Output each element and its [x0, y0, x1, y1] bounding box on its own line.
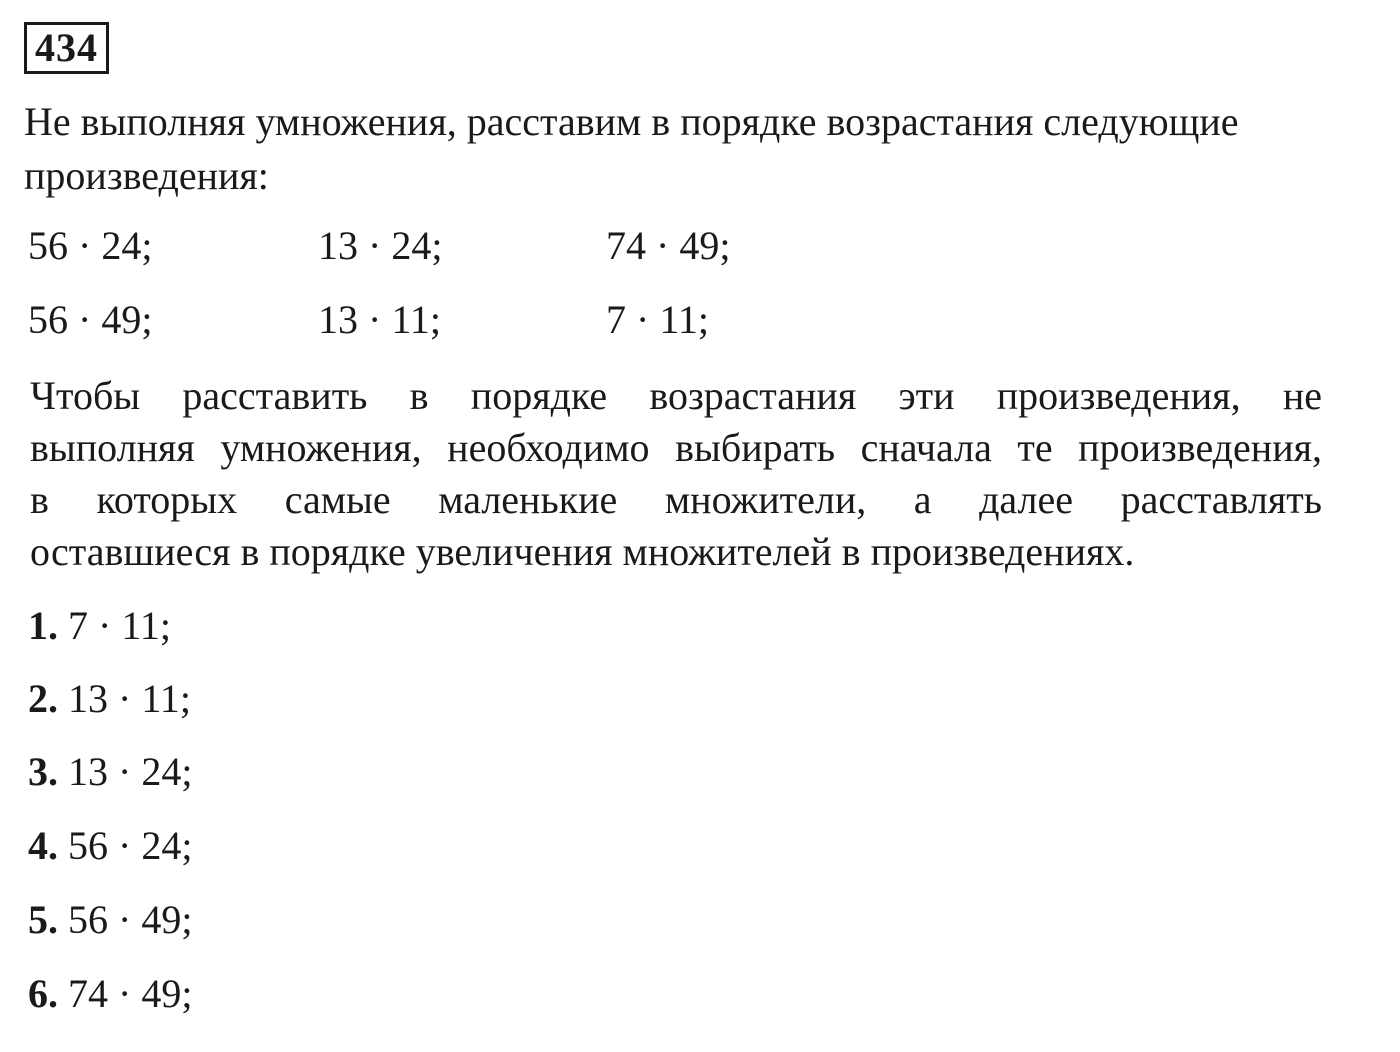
product-item: 56 · 49;: [28, 297, 153, 342]
answer-number: 4.: [28, 823, 58, 868]
answer-number: 6.: [28, 971, 58, 1016]
explanation-line: оставшиеся в порядке увеличения множителей в произведениях.: [30, 529, 1135, 574]
product-item: 56 · 24;: [28, 223, 153, 268]
explanation-paragraph: [30, 370, 1322, 578]
explanation-line: Чтобы расставить в порядке возрастания эти произведения, не: [30, 373, 1322, 418]
answer-item: [28, 968, 192, 1020]
intro-line-1: Не выполняя умножения, расставим в порядке возрастания следующие: [24, 99, 1239, 144]
answer-item: [28, 600, 171, 652]
answer-item: [28, 746, 192, 798]
product-item: 7 · 11;: [606, 297, 709, 342]
intro-line-2: произведения:: [24, 153, 269, 198]
answer-number: 3.: [28, 749, 58, 794]
explanation-line: выполняя умножения, необходимо выбирать сначала те произведения,: [30, 425, 1322, 470]
answer-item: [28, 820, 192, 872]
product-item: 74 · 49;: [606, 223, 731, 268]
explanation-line: в которых самые маленькие множители, а далее расставлять: [30, 477, 1322, 522]
answer-expression: 56 · 49;: [68, 897, 193, 942]
problem-number: 434: [24, 22, 109, 74]
answer-item: [28, 673, 191, 725]
answer-number: 5.: [28, 897, 58, 942]
product-item: 13 · 24;: [318, 223, 443, 268]
answer-number: 2.: [28, 676, 58, 721]
answer-number: 1.: [28, 603, 58, 648]
answer-expression: 74 · 49;: [68, 971, 193, 1016]
answer-item: [28, 894, 192, 946]
answer-expression: 13 · 11;: [68, 676, 191, 721]
answer-expression: 7 · 11;: [68, 603, 171, 648]
answer-expression: 56 · 24;: [68, 823, 193, 868]
product-item: 13 · 11;: [318, 297, 441, 342]
answer-expression: 13 · 24;: [68, 749, 193, 794]
